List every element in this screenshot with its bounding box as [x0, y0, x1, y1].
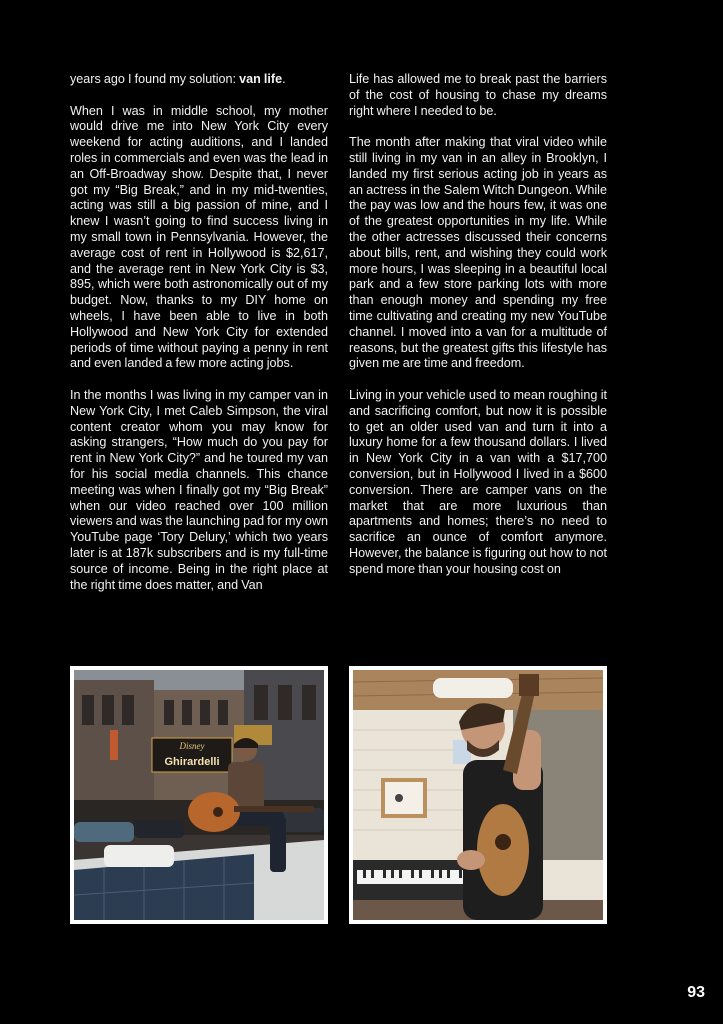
right-column [349, 72, 607, 593]
photo-guitar-in-van [349, 666, 607, 924]
paragraph: The month after making that viral video while still living in my van in an alley in Brooklyn, I landed my first serious acting job in years as an actress in the Salem Witch Dungeon. While the pay was low and the hours few, it was one of the greatest opportunities in my life. While the other actresses discussed their concerns about bills, rent, and wishing they could work more hours, I was sleeping in a beautiful local park and a few store parking lots with more than enough money and spending my free time cultivating and creating my new YouTube channel. I moved into a van for a multitude of reasons, but the greatest gifts this lifestyle has given me are time and freedom. [349, 135, 607, 371]
page-number: 93 [687, 984, 705, 1001]
photo-guitar-on-van-roof [70, 666, 328, 924]
disney-sign-text: Disney [179, 741, 205, 751]
paragraph: In the months I was living in my camper van in New York City, I met Caleb Simpson, the viral content creator whom you may know for asking strangers, “How much do you pay for rent in New York City?” and he toured my van for his social media channels. This chance meeting was when I finally got my “Big Break” when our video reached over 100 million viewers and was the launching pad for my own YouTube page ‘Tory Delury,’ which two years later is at 187k subscribers and is my full-time source of income. Being in the right place at the right time does matter, and Van [70, 387, 328, 592]
paragraph: Life has allowed me to break past the barriers of the cost of housing to chase my dreams right where I needed to be. [349, 72, 607, 118]
paragraph: Living in your vehicle used to mean roughing it and sacrificing comfort, but now it is possible to get an older used van and turn it into a luxury home for a few thousand dollars. I lived in New York City in a van with a $17,700 conversion, but in Hollywood I lived in a $600 conversion. There are camper vans on the market that are more luxurious than apartments and homes; there’s no need to sacrifice an ounce of comfort anymore. However, the balance is figuring out how to not spend more than your housing cost on [349, 387, 607, 576]
van-interior-illustration [353, 670, 603, 920]
paragraph: years ago I found my solution: van life. [70, 72, 286, 86]
left-column [70, 72, 328, 609]
street-scene-illustration [74, 670, 324, 920]
ghirardelli-sign-text: Ghirardelli [164, 756, 220, 768]
bold-phrase: van life [239, 72, 283, 86]
paragraph: When I was in middle school, my mother would drive me into New York City every weekend for acting auditions, and I landed roles in commercials and even was the lead in an Off-Broadway show. Despite that, I never got my “Big Break,” and in my mid-twenties, acting was still a big passion of mine, and I knew I wasn’t going to find success living in my small town in Pennsylvania. However, the average cost of rent in Hollywood is $2,617, and the average rent in New York City is $3, 895, which were both astronomically out of my budget. Now, thanks to my DIY home on wheels, I have been able to live in both Hollywood and New York City for extended periods of time without paying a penny in rent and even landed a few more acting jobs. [70, 103, 328, 371]
